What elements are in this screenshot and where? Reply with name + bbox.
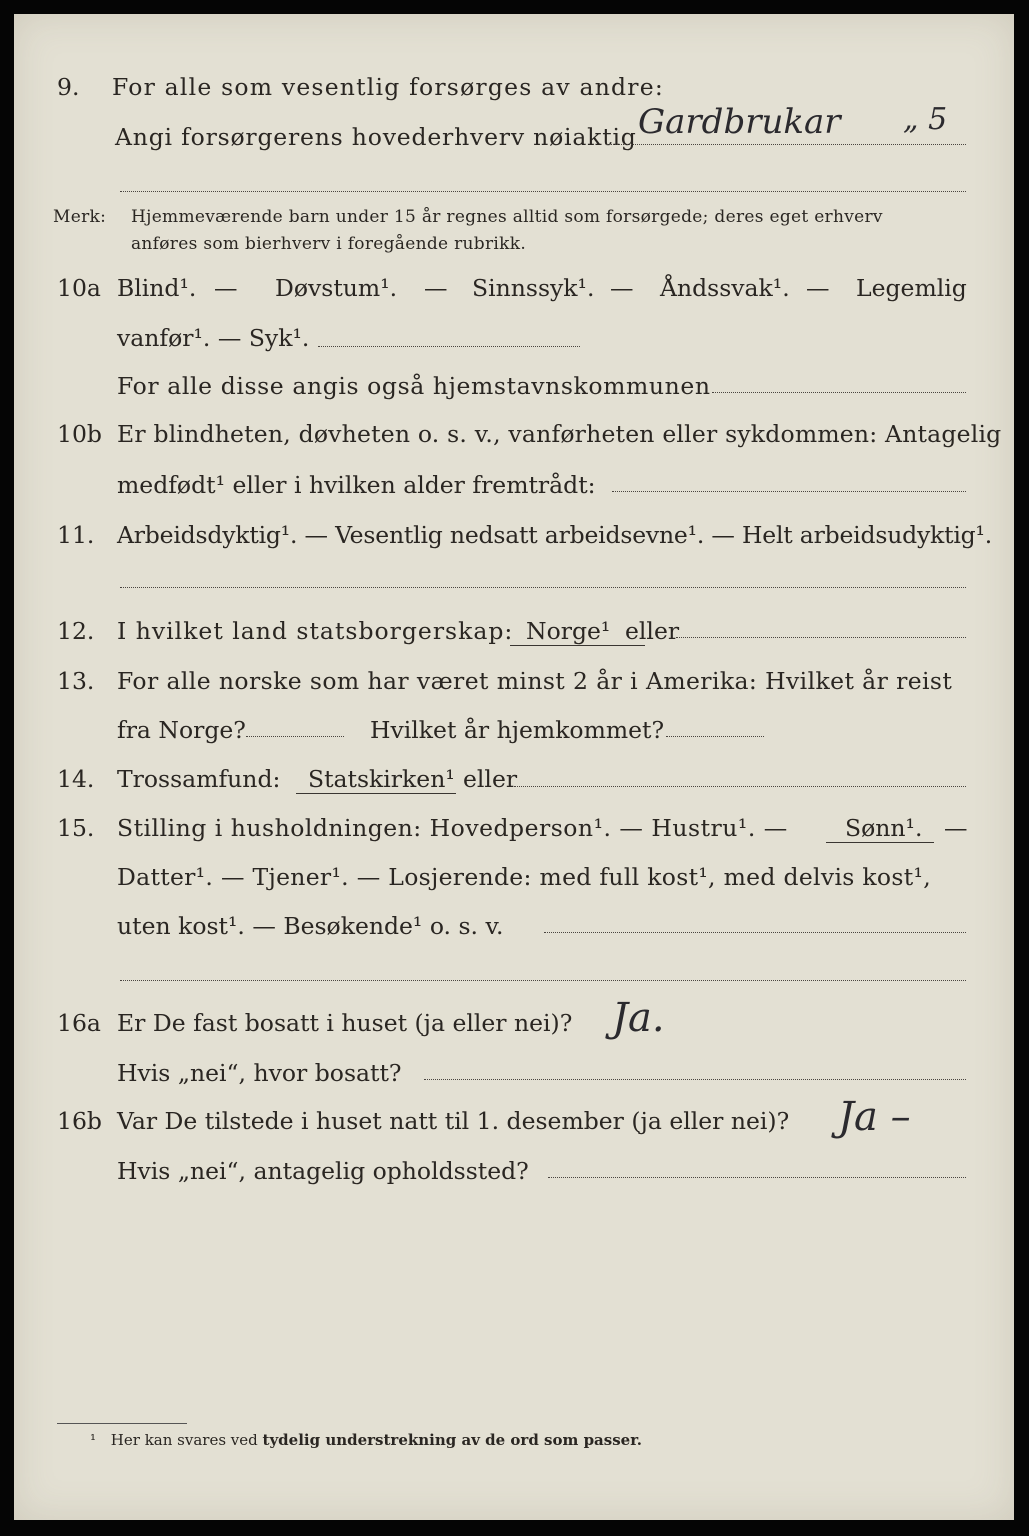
separator: —	[610, 274, 634, 302]
footnote-emphasis: tydelig understrekning av de ord som passer.	[262, 1431, 642, 1449]
question-text: Hvis „nei“, antagelig opholdssted?	[117, 1157, 529, 1185]
note-text: Hjemmeværende barn under 15 år regnes alltid som forsørgede; deres eget erhverv	[131, 207, 883, 227]
answer-line	[548, 1177, 966, 1178]
answer-line	[544, 932, 966, 933]
footnote-rule	[57, 1423, 187, 1424]
answer-line	[712, 392, 966, 393]
question-text: For alle disse angis også hjemstavnskommunen	[117, 372, 711, 400]
handwritten-answer: Ja –	[838, 1094, 911, 1140]
question-number: 10b	[57, 420, 102, 448]
question-text: Hvilket år hjemkommet?	[370, 716, 665, 744]
handwritten-mark: „ 5	[903, 102, 948, 137]
question-text: Er blindheten, døvheten o. s. v., vanførheten eller sykdommen: Antagelig	[117, 420, 1002, 448]
option-eller: eller	[625, 617, 680, 645]
footnote-text: Her kan svares ved	[110, 1431, 258, 1449]
handwritten-answer: Gardbrukar	[638, 102, 841, 142]
answer-line	[120, 587, 966, 588]
option-legemlig: Legemlig	[856, 274, 967, 302]
question-number: 15.	[57, 814, 95, 842]
option-dovstum: Døvstum¹.	[275, 274, 398, 302]
question-number: 9.	[57, 73, 80, 101]
question-text: vanfør¹. — Syk¹.	[117, 324, 310, 352]
separator: —	[424, 274, 448, 302]
question-text: Arbeidsdyktig¹. — Vesentlig nedsatt arbeidsevne¹. — Helt arbeidsudyktig¹.	[117, 521, 992, 549]
separator: —	[214, 274, 238, 302]
note-text: anføres som bierhverv i foregående rubrikk.	[131, 234, 527, 254]
footnote	[90, 1431, 642, 1449]
separator: —	[944, 814, 968, 842]
question-number: 14.	[57, 765, 95, 793]
question-text: Er De fast bosatt i huset (ja eller nei)?	[117, 1009, 573, 1037]
note-label: Merk:	[53, 207, 107, 227]
question-text: Angi forsørgerens hovederhverv nøiaktig	[115, 123, 637, 151]
answer-line	[666, 736, 764, 737]
question-number: 16a	[57, 1009, 101, 1037]
option-sinnssyk: Sinnssyk¹.	[472, 274, 595, 302]
question-text: uten kost¹. — Besøkende¹ o. s. v.	[117, 912, 504, 940]
question-text: Trossamfund:	[117, 765, 281, 793]
footnote-mark: ¹	[90, 1431, 97, 1449]
answer-line	[676, 637, 966, 638]
option-eller: eller	[463, 765, 518, 793]
question-text: For alle som vesentlig forsørges av andre:	[112, 73, 664, 101]
question-number: 11.	[57, 521, 95, 549]
answer-line	[120, 980, 966, 981]
answer-line	[612, 491, 966, 492]
option-norge: Norge¹	[526, 617, 611, 645]
handwritten-underline	[296, 793, 456, 794]
handwritten-underline	[510, 645, 645, 646]
option-andssvak: Åndssvak¹.	[660, 274, 790, 302]
answer-line	[120, 191, 966, 192]
question-number: 13.	[57, 667, 95, 695]
question-text: Hvis „nei“, hvor bosatt?	[117, 1059, 402, 1087]
answer-line	[606, 144, 966, 145]
answer-line	[318, 346, 580, 347]
handwritten-underline	[826, 842, 934, 843]
option-statskirken: Statskirken¹	[308, 765, 455, 793]
question-text: For alle norske som har været minst 2 år i Amerika: Hvilket år reist	[117, 667, 953, 695]
question-text: fra Norge?	[117, 716, 246, 744]
option-blind: Blind¹.	[117, 274, 197, 302]
handwritten-answer: Ja.	[612, 995, 665, 1041]
option-sonn: Sønn¹.	[845, 814, 923, 842]
question-text: Var De tilstede i huset natt til 1. desember (ja eller nei)?	[117, 1107, 790, 1135]
question-text: I hvilket land statsborgerskap:	[117, 617, 514, 645]
answer-line	[246, 736, 344, 737]
question-number: 12.	[57, 617, 95, 645]
question-text: Datter¹. — Tjener¹. — Losjerende: med full kost¹, med delvis kost¹,	[117, 863, 931, 891]
question-number: 16b	[57, 1107, 102, 1135]
question-text: Stilling i husholdningen: Hovedperson¹. — Hustru¹. —	[117, 814, 788, 842]
answer-line	[424, 1079, 966, 1080]
question-text: medfødt¹ eller i hvilken alder fremtrådt:	[117, 471, 596, 499]
answer-line	[514, 786, 966, 787]
separator: —	[806, 274, 830, 302]
question-number: 10a	[57, 274, 101, 302]
